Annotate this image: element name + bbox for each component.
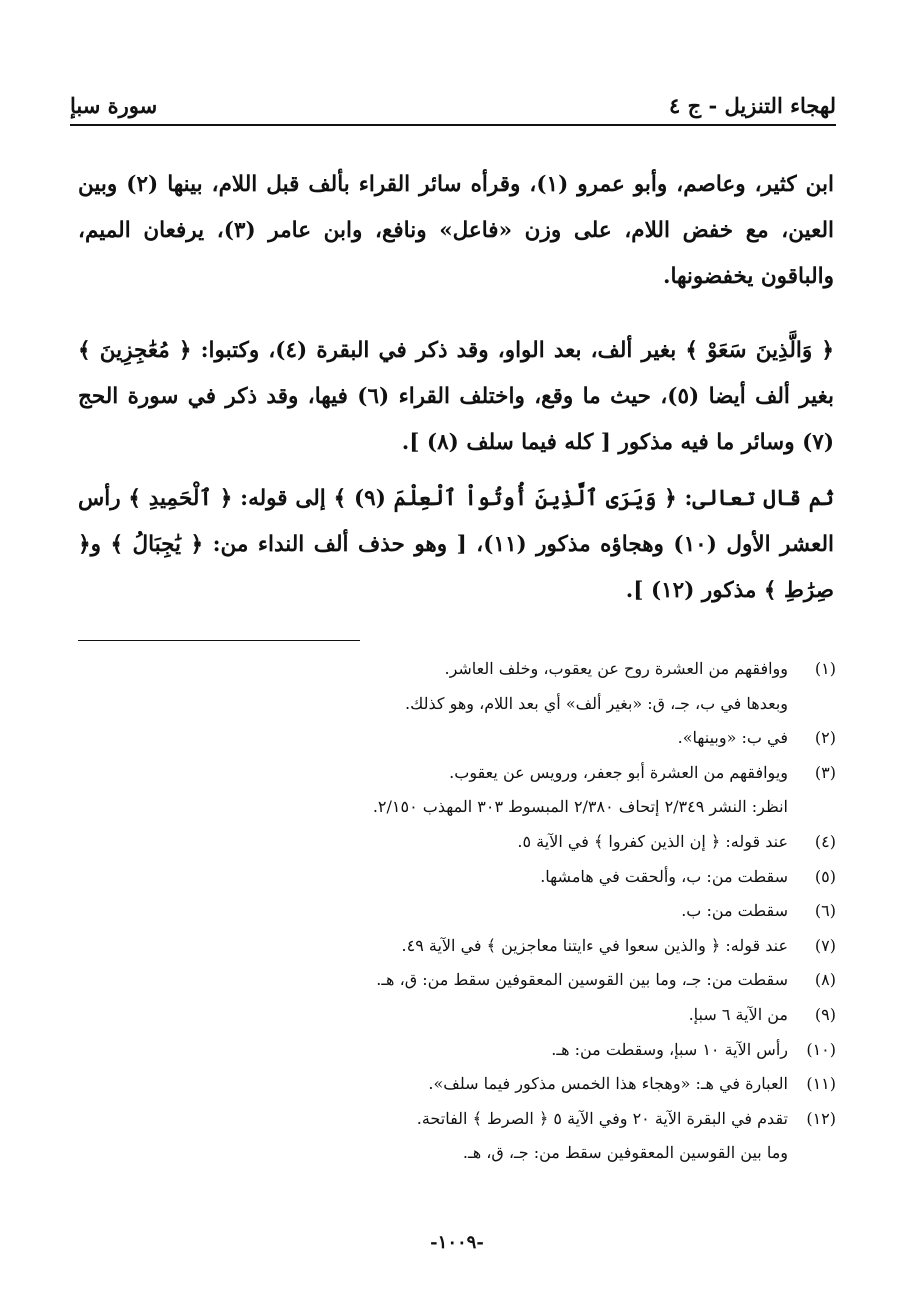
footnote-text: سقطت من: ب.: [681, 901, 788, 921]
footnote-number: (٤): [814, 831, 836, 851]
footnote-text: سقطت من: ب، وألحقت في هامشها.: [540, 866, 788, 886]
footnote-number: (١٢): [806, 1108, 836, 1128]
footnote-number: (٦): [814, 901, 836, 921]
footnote: [276, 998, 836, 1033]
footnote-text: سقطت من: جـ، وما بين القوسين المعقوفين سقط من: ق، هـ.: [376, 970, 788, 990]
footnote-number: (٨): [814, 970, 836, 990]
footnote: [276, 1102, 836, 1137]
footnote-text: العبارة في هـ: «وهجاء هذا الخمس مذكور فيما سلف».: [428, 1074, 788, 1094]
footnote-continuation: [276, 1136, 836, 1171]
footnote-text: عند قوله: ﴿ والذين سعوا في ءايتنا معاجزين ﴾ في الآية ٤٩.: [401, 935, 788, 955]
page-number: -١٠٠٩-: [430, 1232, 484, 1253]
footnote-text: ووافقهم من العشرة روح عن يعقوب، وخلف العاشر.: [444, 659, 788, 678]
footnote-divider: [78, 640, 360, 641]
footnote: [276, 756, 836, 791]
footnote: [276, 721, 836, 756]
surah-title: سورة سبإ: [70, 93, 158, 118]
paragraph-2: ﴿ وَالَّذِينَ سَعَوْ ﴾ بغير ألف، بعد الواو، وقد ذكر في البقرة (٤)، وكتبوا: ﴿ مُعَٰجِزِينَ ﴾ بغير ألف أيضا (٥)، حيث ما وقع، واختلف القراء (٦) فيها، وقد ذكر في سورة الحج (٧) وسائر ما فيه مذكور [ كله فيما سلف (٨) ].: [78, 338, 834, 455]
footnote-number: (١): [814, 659, 836, 678]
footnote-number: (٧): [814, 935, 836, 955]
footnote-number: (٩): [814, 1004, 836, 1024]
footnotes: [276, 652, 836, 1171]
footnote-number: (١٠): [806, 1039, 836, 1059]
paragraph-1: ابن كثير، وعاصم، وأبو عمرو (١)، وقرأه سائر القراء بألف قبل اللام، بينها (٢) وبين العين، مع خفض اللام، على وزن «فاعل» ونافع، وابن عامر (٣)، يرفعان الميم، والباقون يخفضونها.: [78, 172, 834, 289]
paragraph-3: ثم قال تعالى: ﴿ وَيَرَى ٱلَّذِينَ أُوتُواْ ٱلْعِلْمَ (٩) ﴾ إلى قوله: ﴿ ٱلْحَمِيدِ ﴾ رأس العشر الأول (١٠) وهجاؤه مذكور (١١)، [ وهو حذف ألف النداء من: ﴿ يَٰجِبَالُ ﴾ و﴿ صِرَٰطِ ﴾ مذكور (١٢) ].: [78, 486, 834, 603]
footnote-continuation: [276, 790, 836, 825]
footnote-text: وبعدها في ب، جـ، ق: «بغير ألف» أي بعد اللام، وهو كذلك.: [405, 693, 788, 713]
footnote: [276, 894, 836, 929]
main-text: [78, 162, 834, 614]
footnote-text: ويوافقهم من العشرة أبو جعفر، ورويس عن يعقوب.: [449, 762, 788, 782]
footnote: [276, 1033, 836, 1068]
footnote-number: (٣): [814, 762, 836, 782]
footnote: [276, 825, 836, 860]
footnote-number: (٢): [814, 728, 836, 748]
footnote: [276, 929, 836, 964]
footnote: [276, 652, 836, 687]
running-header: [70, 82, 836, 126]
footnote-number: (٥): [814, 866, 836, 886]
footnote-continuation: [276, 687, 836, 722]
book-title: لهجاء التنزيل - ج ٤: [669, 93, 836, 118]
footnote-text: انظر: النشر ٢/٣٤٩ إتحاف ٢/٣٨٠ المبسوط ٣٠٣ المهذب ٢/١٥٠.: [372, 797, 788, 817]
footnote-text: في ب: «وبينها».: [677, 728, 788, 748]
footnote-text: تقدم في البقرة الآية ٢٠ وفي الآية ٥ ﴿ الصرط ﴾ الفاتحة.: [416, 1108, 788, 1128]
footnote: [276, 860, 836, 895]
footnote-text: وما بين القوسين المعقوفين سقط من: جـ، ق، هـ.: [462, 1143, 788, 1163]
footnote: [276, 963, 836, 998]
footnote-text: عند قوله: ﴿ إن الذين كفروا ﴾ في الآية ٥.: [517, 831, 788, 851]
footnote-number: (١١): [806, 1074, 836, 1094]
footnote-text: من الآية ٦ سبإ.: [688, 1004, 788, 1024]
footnote-text: رأس الآية ١٠ سبإ، وسقطت من: هـ.: [551, 1039, 788, 1059]
footnote: [276, 1067, 836, 1102]
